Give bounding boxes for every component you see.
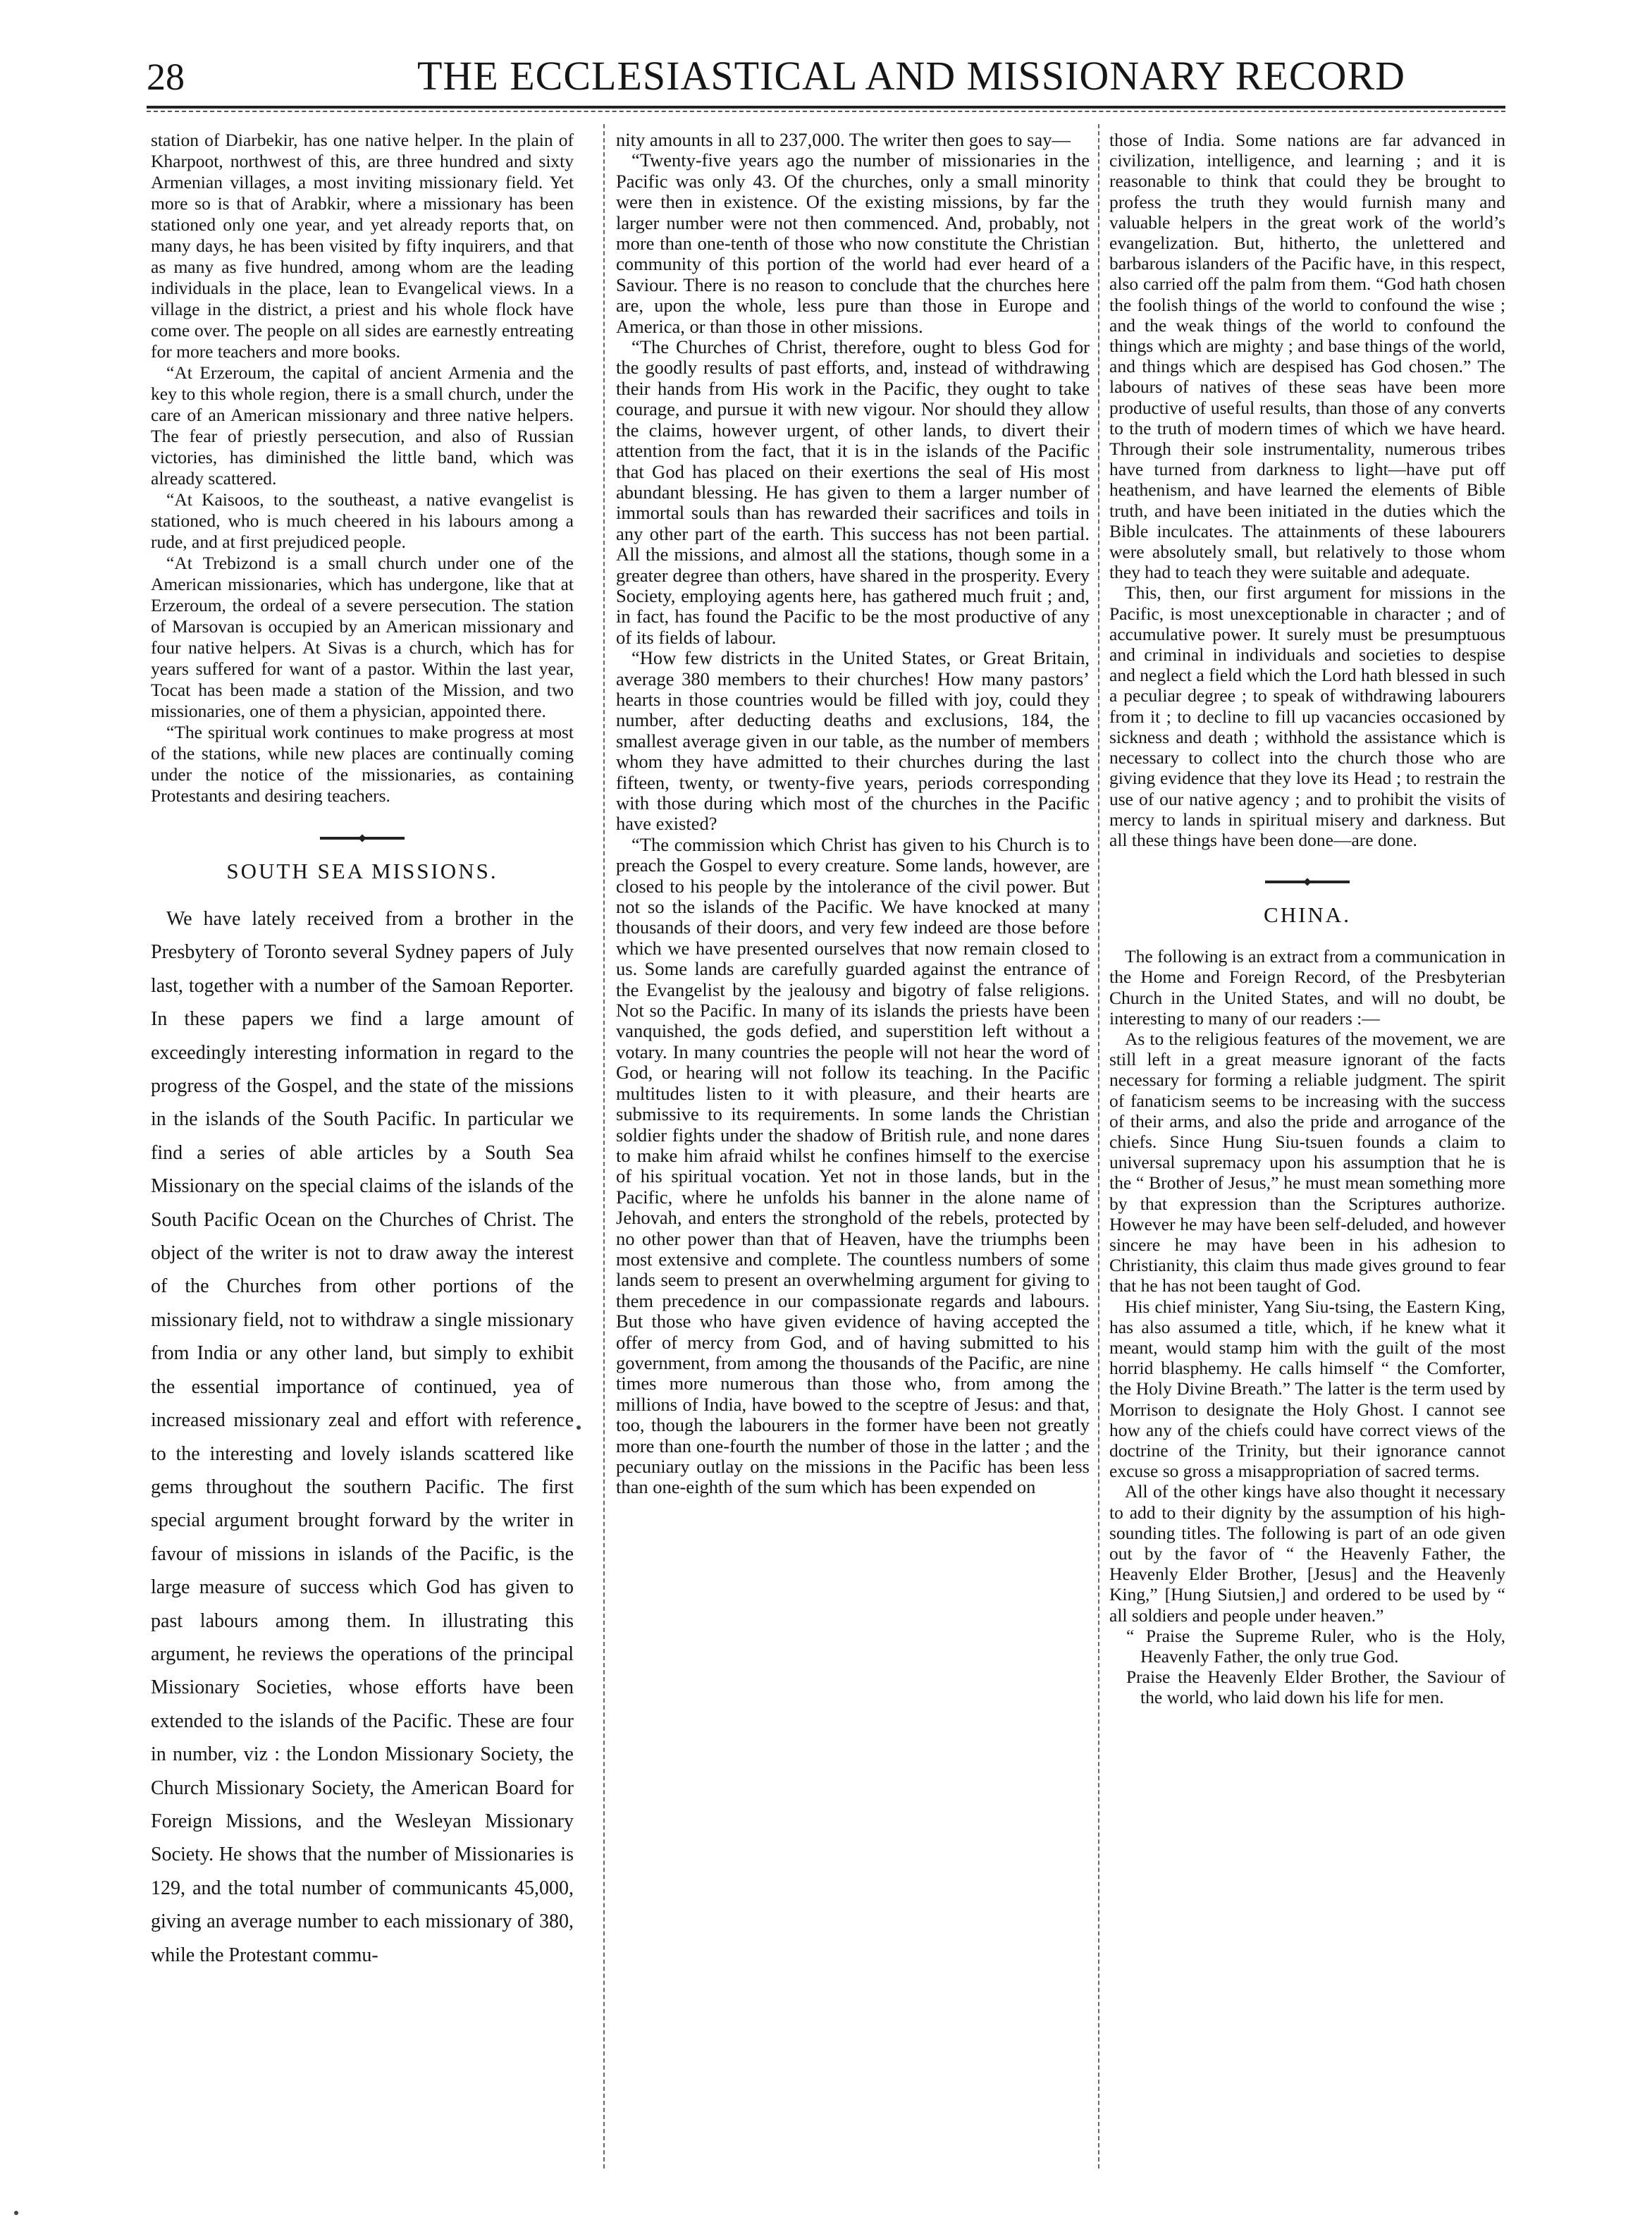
column-3 xyxy=(1109,130,1505,2104)
paragraph: All of the other kings have also thought it necessary to add to their dignity by the assumption of his high-sounding titles. The following is part of an ode given out by the favor of “ the Heavenly Father, the Heavenly Elder Brother, [Jesus] and the Heavenly King,” [Hung Siutsien,] and ordered to be used by “ all soldiers and people under heaven.” xyxy=(1109,1481,1505,1626)
column-divider xyxy=(603,124,605,2169)
section-rule xyxy=(151,830,574,845)
paragraph: “At Kaisoos, to the southeast, a native evangelist is stationed, who is much cheered in his labours among a rude, and at first prejudiced people. xyxy=(151,489,574,552)
verse-line: Praise the Heavenly Elder Brother, the Saviour of the world, who laid down his life for men. xyxy=(1126,1667,1505,1708)
paragraph: “Twenty-five years ago the number of missionaries in the Pacific was only 43. Of the churches, only a small minority were then in existence. Of the existing missions, by far the larger number were not then commenced. And, probably, not more than one-tenth of those who now constitute the Christian community of this portion of the world had ever heard of a Saviour. There is no reason to conclude that the churches here are, upon the whole, less pure than those in Europe and America, or than those in other missions. xyxy=(616,149,1090,337)
paragraph: station of Diarbekir, has one native helper. In the plain of Kharpoot, northwest of this, are three hundred and sixty Armenian villages, a most inviting missionary field. Yet more so is that of Arabkir, where a missionary has been stationed only one year, and yet already reports that, on many days, he has been visited by fifty inquirers, and that as many as five hundred, among whom are the leading individuals in the place, lean to Evangelical views. In a village in the district, a priest and his whole flock have come over. The people on all sides are earnestly entreating for more teachers and more books. xyxy=(151,130,574,362)
header-rule xyxy=(147,106,1505,113)
paragraph: “How few districts in the United States, or Great Britain, average 380 members to their churches! How many pastors’ hearts in those countries would be filled with joy, could they number, after deducting deaths and exclusions, 184, the smallest average given in our table, as the number of members whom they have admitted to their churches during the last fifteen, twenty, or twenty-five years, periods corresponding with those during which most of the churches in the Pacific have existed? xyxy=(616,647,1090,835)
paragraph: The following is an extract from a communication in the Home and Foreign Record, of the Presbyterian Church in the United States, and will no doubt, be interesting to many of our readers :— xyxy=(1109,946,1505,1029)
paragraph: those of India. Some nations are far advanced in civilization, intelligence, and learning ; and it is reasonable to think that could they be brought to profess the truth they would furnish many and valuable helpers in the great work of the world’s evangelization. But, hitherto, the unlettered and barbarous islanders of the Pacific have, in this respect, also carried off the palm from them. “God hath chosen the foolish things of the world to confound the wise ; and the weak things of the world to confound the things which are mighty ; and base things of the world, and things which are despised has God chosen.” The labours of natives of these seas have been more productive of useful results, than those of any converts to the truth of modern times of which we have heard. Through their sole instrumentality, numerous tribes have turned from darkness to light—have put off heathenism, and have learned the elements of Bible truth, and have been initiated in the duties which the Bible inculcates. The attainments of these labourers were absolutely small, but relatively to those whom they had to teach they were suitable and adequate. xyxy=(1109,130,1505,583)
paragraph: “At Erzeroum, the capital of ancient Armenia and the key to this whole region, there is a small church, under the care of an American missionary and three native helpers. The fear of priestly persecution, and also of Russian victories, has diminished the little band, which was already scattered. xyxy=(151,362,574,489)
speck-mark xyxy=(14,2211,18,2215)
paragraph: His chief minister, Yang Siu-tsing, the Eastern King, has also assumed a title, which, if he knew what it meant, would stamp him with the guilt of the most horrid blasphemy. He calls himself “ the Comforter, the Holy Divine Breath.” The latter is the term used by Morrison to designate the Holy Ghost. I cannot see how any of the chiefs could have correct views of the doctrine of the Trinity, but their ignorance cannot excuse so gross a misappropriation of sacred terms. xyxy=(1109,1296,1505,1482)
paragraph: As to the religious features of the movement, we are still left in a great measure ignorant of the facts necessary for forming a reliable judgment. The spirit of fanaticism seems to be increasing with the success of their arms, and also the pride and arrogance of the chiefs. Since Hung Siu-tsuen founds a claim to universal supremacy upon his assumption that he is the “ Brother of Jesus,” he must mean something more by that expression than the Scriptures authorize. However he may have been self-deluded, and however sincere he may have been in his adhesion to Christianity, this claim thus made gives ground to fear that he has not been taught of God. xyxy=(1109,1028,1505,1296)
speck-mark xyxy=(577,1425,581,1430)
section-heading: CHINA. xyxy=(1264,902,1351,928)
section-rule xyxy=(1109,874,1505,888)
paragraph: We have lately received from a brother in the Presbytery of Toronto several Sydney papers of July last, together with a number of the Samoan Reporter. In these papers we find a large amount of exceedingly interesting information in regard to the progress of the Gospel, and the state of the missions in the islands of the South Pacific. In particular we find a series of able articles by a South Sea Missionary on the special claims of the islands of the South Pacific Ocean on the Churches of Christ. The object of the writer is not to draw away the interest of the Churches from other portions of the missionary field, not to withdraw a single missionary from India or any other land, but simply to exhibit the essential importance of continued, yea of increased missionary zeal and effort with reference to the interesting and lovely islands scattered like gems throughout the southern Pacific. The first special argument brought forward by the writer in favour of missions in islands of the Pacific, is the large measure of success which God has given to past labours among them. In illustrating this argument, he reviews the operations of the principal Missionary Societies, whose efforts have been extended to the islands of the Pacific. These are four in number, viz : the London Missionary Society, the Church Missionary Society, the American Board for Foreign Missions, and the Wesleyan Missionary Society. He shows that the number of Missionaries is 129, and the total number of communicants 45,000, giving an average number to each missionary of 380, while the Protestant commu- xyxy=(151,908,574,1966)
paragraph: “The commission which Christ has given to his Church is to preach the Gospel to every creature. Some lands, however, are closed to his people by the intolerance of the civil power. But not so the islands of the Pacific. We have knocked at many thousands of their doors, and very few indeed are those before which we have presented ourselves that now remain closed to us. Some lands are carefully guarded against the entrance of the Evangelist by the jealousy and bigotry of false religions. Not so the Pacific. In many of its islands the priests have been vanquished, the gods defied, and superstition left without a votary. In many countries the people will not hear the word of God, or hearing will not follow its teaching. In the Pacific multitudes listen to it with pleasure, and their hearts are submissive to its requirements. In some lands the Christian soldier fights under the shadow of British rule, and none dares to make him afraid whilst he confines himself to the exercise of his spiritual vocation. Yet not in those lands, but in the Pacific, where he unfolds his banner in the alone name of Jehovah, and enters the stronghold of the rebels, protected by no other power than that of Heaven, have the triumphs been most extensive and complete. The countless numbers of some lands seem to present an overwhelming argument for giving to them precedence in our compassionate regards and labours. But those who have given evidence of having accepted the offer of mercy from God, and of having submitted to his government, from among the thousands of the Pacific, are nine times more numerous than those who, from among the millions of India, have bowed to the sceptre of Jesus: and that, too, though the labourers in the former have been not greatly more than one-fourth the number of those in the latter ; and the pecuniary outlay on the missions in the Pacific has been less than one-eighth of the sum which has been expended on xyxy=(616,833,1090,1498)
column-2 xyxy=(616,130,1090,2174)
paragraph: “At Trebizond is a small church under one of the American missionaries, which has undergone, like that at Erzeroum, the ordeal of a severe persecution. The station of Marsovan is occupied by an American missionary and four native helpers. At Sivas is a church, which has for years suffered for want of a pastor. Within the last year, Tocat has been made a station of the Mission, and two missionaries, one of them a physician, appointed there. xyxy=(151,553,574,721)
paragraph: “The Churches of Christ, therefore, ought to bless God for the goodly results of past efforts, and, instead of withdrawing their hands from His work in the Pacific, they ought to take courage, and pursue it with new vigour. Nor should they allow the claims, however urgent, of other lands, to divert their attention from the fact, that it is in the islands of the Pacific that God has placed on their exertions the seal of His most abundant blessing. He has given to them a larger number of immortal souls than has rewarded their sacrifices and toils in any other part of the earth. This success has not been partial. All the missions, and almost all the stations, though some in a greater degree than others, have shared in the prosperity. Every Society, employing agents here, has gathered much fruit ; and, in fact, has found the Pacific to be the most productive of any of its fields of labour. xyxy=(616,336,1090,648)
running-title: THE ECCLESIASTICAL AND MISSIONARY RECORD xyxy=(417,53,1406,99)
column-divider xyxy=(1098,124,1099,2169)
paragraph: nity amounts in all to 237,000. The writer then goes to say— xyxy=(616,130,1071,150)
section-heading: SOUTH SEA MISSIONS. xyxy=(226,859,498,883)
column-1 xyxy=(151,130,574,2160)
paragraph: “The spiritual work continues to make progress at most of the stations, while new places are continually coming under the notice of the missionaries, as containing Protestants and desiring teachers. xyxy=(151,722,574,806)
verse-line: “ Praise the Supreme Ruler, who is the Holy, Heavenly Father, the only true God. xyxy=(1126,1625,1505,1667)
paragraph: This, then, our first argument for missions in the Pacific, is most unexceptionable in character ; and of accumulative power. It surely must be presumptuous and criminal in individuals and societies to despise and neglect a field which the Lord hath blessed in such a peculiar degree ; to speak of withdrawing labourers from it ; to decline to fill up vacancies occasioned by sickness and death ; withhold the assistance which is necessary to collect into the church those who are giving evidence that they love its Head ; to restrain the use of our native agency ; and to prohibit the visits of mercy to lands in spiritual misery and darkness. But all these things have been done—are done. xyxy=(1109,582,1505,850)
page-number: 28 xyxy=(147,56,185,98)
